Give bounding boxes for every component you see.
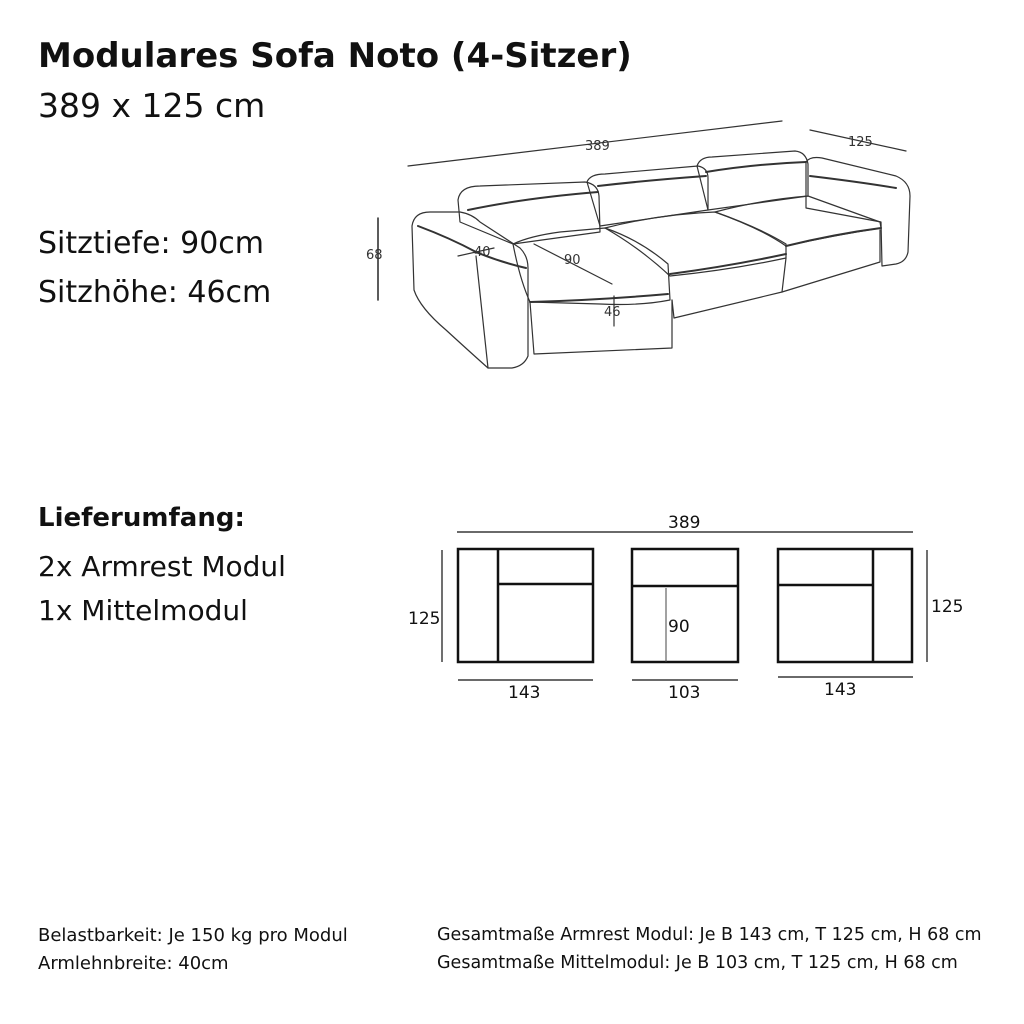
sketch-dim-seat-depth: 90 — [564, 253, 581, 268]
sketch-dim-height: 68 — [366, 248, 383, 263]
footer-middle-module-size: Gesamtmaße Mittelmodul: Je B 103 cm, T 125 cm, H 68 cm — [437, 953, 958, 973]
spec-seat-height: Sitzhöhe: 46cm — [38, 275, 272, 310]
plan-dim-middle: 103 — [668, 683, 701, 703]
plan-dim-depth-left: 125 — [408, 609, 441, 629]
sketch-dim-width: 389 — [585, 139, 610, 154]
delivery-item-armrest: 2x Armrest Modul — [38, 550, 286, 583]
sketch-dim-armrest: 40 — [474, 245, 491, 260]
footer-armrest-module-size: Gesamtmaße Armrest Modul: Je B 143 cm, T 125 cm, H 68 cm — [437, 925, 982, 945]
footer-armrest-width: Armlehnbreite: 40cm — [38, 953, 229, 974]
delivery-item-middle: 1x Mittelmodul — [38, 594, 248, 627]
plan-dim-depth-right: 125 — [931, 597, 964, 617]
plan-dim-total: 389 — [668, 513, 701, 533]
delivery-heading: Lieferumfang: — [38, 503, 245, 533]
plan-module-left — [458, 549, 593, 662]
plan-module-right — [778, 549, 912, 662]
plan-dim-left: 143 — [508, 683, 541, 703]
sketch-dim-depth: 125 — [848, 135, 873, 150]
footer-load-capacity: Belastbarkeit: Je 150 kg pro Modul — [38, 925, 348, 946]
sketch-dim-seat-height: 46 — [604, 305, 621, 320]
overall-dimensions: 389 x 125 cm — [38, 86, 266, 125]
page-title: Modulares Sofa Noto (4-Sitzer) — [38, 36, 632, 76]
plan-dim-seat: 90 — [668, 617, 690, 637]
plan-dim-right: 143 — [824, 680, 857, 700]
plan-module-middle — [632, 549, 738, 662]
spec-seat-depth: Sitztiefe: 90cm — [38, 226, 264, 261]
